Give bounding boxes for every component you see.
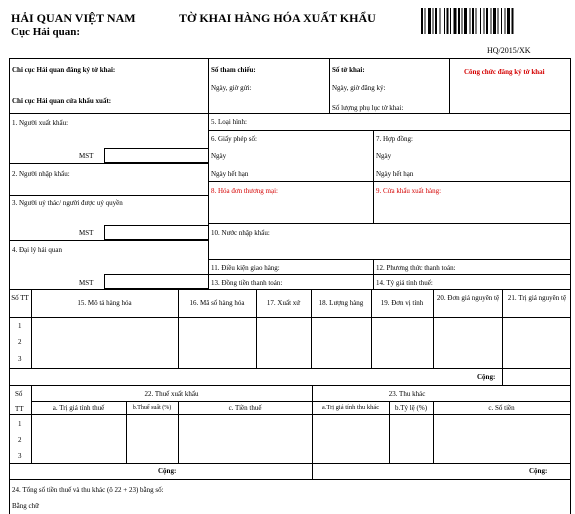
goods-col-desc: 15. Mô tả hàng hóa [77, 299, 132, 307]
rule [9, 289, 571, 290]
exporter-label: 1. Người xuất khẩu: [12, 119, 69, 127]
rule [449, 58, 450, 113]
send-date-label: Ngày, giờ gửi: [211, 84, 252, 92]
rule [9, 317, 571, 318]
ref-no-label: Số tham chiếu: [211, 66, 256, 74]
license-date-label: Ngày [211, 152, 227, 160]
tax-row-no: 1 [18, 420, 22, 428]
tax-col-tt: TT [15, 405, 24, 413]
contract-expiry-label: Ngày hết hạn [376, 170, 414, 178]
rule [208, 181, 571, 182]
exporter-mst-label: MST [79, 152, 94, 160]
dest-country-label: 10. Nước nhập khẩu: [211, 229, 270, 237]
rule [9, 113, 571, 114]
rule [31, 401, 571, 402]
rule [9, 58, 571, 59]
goods-total-label: Cộng: [477, 373, 496, 381]
goods-row-no: 2 [18, 338, 22, 346]
rule [329, 58, 330, 113]
tax-col-a2: a.Trị giá tính thu khác [321, 404, 380, 411]
rule [433, 289, 434, 368]
exit-branch-label: Chi cục Hải quan cửa khẩu xuất: [12, 97, 112, 105]
agent-mst-label: MST [79, 279, 94, 287]
tax-col-no: Số [15, 390, 23, 398]
border-right [570, 58, 571, 514]
payment-method-label: 12. Phương thức thanh toán: [376, 264, 456, 272]
goods-col-origin: 17. Xuất xứ [266, 299, 301, 307]
tax-col-a1: a. Trị giá tính thuế [52, 404, 105, 412]
org-name: HẢI QUAN VIỆT NAM [11, 11, 136, 25]
delivery-terms-label: 11. Điều kiện giao hàng: [211, 264, 280, 272]
contract-label: 7. Hợp đồng: [376, 135, 413, 143]
tax-col-c2: c. Số tiền [488, 404, 515, 412]
other-tax-total-label: Cộng: [529, 467, 548, 475]
rule [502, 289, 503, 385]
goods-row-no: 3 [18, 355, 22, 363]
invoice-label: 8. Hóa đơn thương mại: [211, 187, 278, 195]
rule [208, 259, 571, 260]
license-expiry-label: Ngày hết hạn [211, 170, 249, 178]
license-label: 6. Giấy phép số: [211, 135, 257, 143]
tax-row-no: 2 [18, 436, 22, 444]
reg-branch-label: Chi cục Hải quan đăng ký tờ khai: [12, 66, 116, 74]
annex-count-label: Số lượng phụ lục tờ khai: [332, 104, 404, 112]
grand-total-label: 24. Tổng số tiền thuế và thu khác (ô 22 + 23) bằng số: [12, 486, 164, 494]
tax-col-c1: c. Tiền thuế [228, 404, 262, 412]
rule [208, 274, 571, 275]
reg-date-label: Ngày, giờ đăng ký: [332, 84, 386, 92]
importer-label: 2. Người nhập khẩu: [12, 170, 70, 178]
type-label: 5. Loại hình: [211, 118, 247, 126]
rule [208, 130, 571, 131]
rule [9, 195, 209, 196]
goods-col-qty: 18. Lượng hàng [318, 299, 364, 307]
rule [9, 163, 209, 164]
goods-row-no: 1 [18, 322, 22, 330]
exporter-mst-box[interactable] [104, 148, 209, 163]
contract-date-label: Ngày [376, 152, 392, 160]
trustee-mst-label: MST [79, 229, 94, 237]
form-code: HQ/2015/XK [487, 46, 531, 55]
tax-col-b1: b.Thuế suất (%) [132, 405, 172, 411]
customs-dept-label: Cục Hải quan: [11, 26, 81, 38]
currency-label: 13. Đồng tiền thanh toán: [211, 279, 283, 287]
rule [9, 240, 209, 241]
rule [9, 479, 571, 480]
goods-col-value: 21. Trị giá nguyên tệ [507, 294, 567, 302]
tax-row-no: 3 [18, 452, 22, 460]
rule [9, 463, 571, 464]
rule [373, 130, 374, 223]
rule [312, 385, 313, 479]
goods-col-unit: 19. Đơn vị tính [380, 299, 424, 307]
exchange-rate-label: 14. Tỷ giá tính thuế: [376, 279, 433, 287]
goods-col-hs: 16. Mã số hàng hóa [189, 299, 245, 307]
trustee-label: 3. Người uỷ thác/ người được uỷ quyền [12, 199, 123, 207]
export-tax-header: 22. Thuế xuất khẩu [144, 390, 199, 398]
goods-col-stt: Số TT [11, 294, 29, 302]
rule [9, 414, 571, 415]
decl-no-label: Số tờ khai: [332, 66, 365, 74]
rule [9, 368, 571, 369]
barcode [420, 8, 570, 34]
border-left [9, 58, 10, 514]
tax-col-b2: b.Tỷ lệ (%) [394, 404, 428, 412]
goods-col-unit-price: 20. Đơn giá nguyên tệ [436, 294, 500, 302]
officer-label: Công chức đăng ký tờ khai [464, 68, 545, 76]
other-tax-header: 23. Thu khác [388, 390, 426, 398]
form-title: TỜ KHAI HÀNG HÓA XUẤT KHẨU [179, 11, 376, 25]
rule [208, 113, 209, 289]
export-tax-total-label: Cộng: [158, 467, 177, 475]
port-label: 9. Cửa khẩu xuất hàng: [376, 187, 442, 195]
trustee-mst-box[interactable] [104, 225, 209, 240]
customs-agent-label: 4. Đại lý hải quan [12, 246, 62, 254]
agent-mst-box[interactable] [104, 274, 209, 289]
rule [208, 58, 209, 113]
rule [208, 223, 571, 224]
rule [9, 385, 571, 386]
in-words-label: Bằng chữ [12, 502, 39, 510]
